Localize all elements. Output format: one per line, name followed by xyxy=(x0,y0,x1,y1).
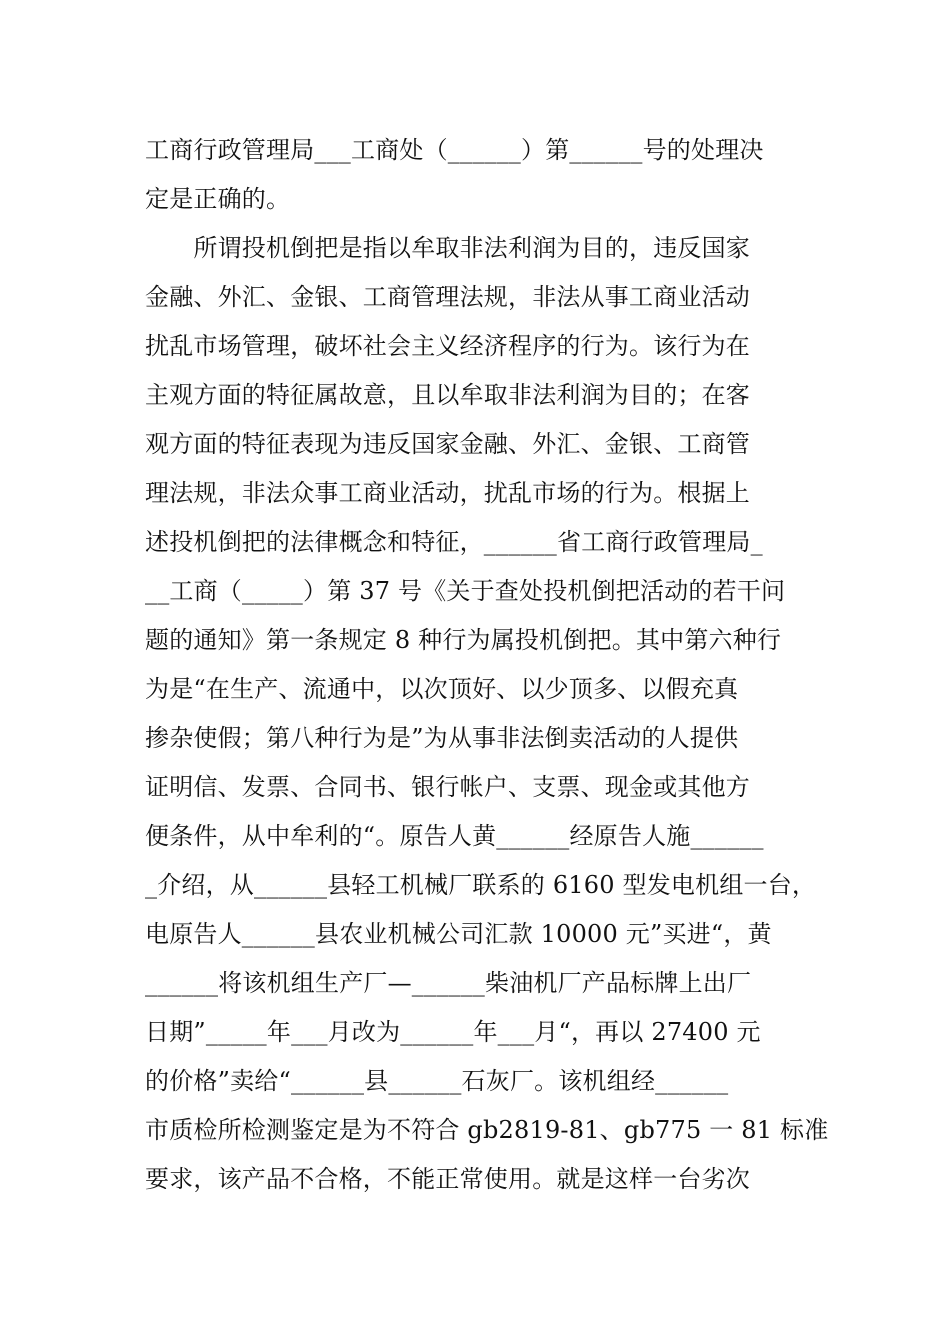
text-line-14: 证明信、发票、合同书、银行帐户、支票、现金或其他方 xyxy=(145,773,750,801)
text-line-18: ______将该机组生产厂—______柴油机厂产品标牌上出厂 xyxy=(145,969,752,997)
text-line-1: 工商行政管理局___工商处（______）第______号的处理决 xyxy=(145,136,764,164)
text-line-15: 便条件，从中牟利的“。原告人黄______经原告人施______ xyxy=(145,822,764,850)
text-line-17: 电原告人______县农业机械公司汇款 10000 元”买进“，黄 xyxy=(145,920,772,948)
text-line-16: _介绍，从______县轻工机械厂联系的 6160 型发电机组一台， xyxy=(145,871,817,899)
text-line-10: __工商（_____）第 37 号《关于查处投机倒把活动的若干问 xyxy=(145,577,786,605)
text-line-12: 为是“在生产、流通中，以次顶好、以少顶多、以假充真 xyxy=(145,675,739,703)
text-line-4: 金融、外汇、金银、工商管理法规，非法从事工商业活动 xyxy=(145,283,750,311)
text-line-3: 所谓投机倒把是指以牟取非法利润为目的，违反国家 xyxy=(145,234,750,262)
text-line-5: 扰乱市场管理，破坏社会主义经济程序的行为。该行为在 xyxy=(145,332,750,360)
text-line-9: 述投机倒把的法律概念和特征，______省工商行政管理局_ xyxy=(145,528,763,556)
text-line-11: 题的通知》第一条规定 8 种行为属投机倒把。其中第六种行 xyxy=(145,626,782,654)
text-line-21: 市质检所检测鉴定是为不符合 gb2819-81、gb775 一 81 标准 xyxy=(145,1116,829,1144)
document-body xyxy=(145,126,829,1204)
text-line-7: 观方面的特征表现为违反国家金融、外汇、金银、工商管 xyxy=(145,430,750,458)
text-line-19: 日期”_____年___月改为______年___月“，再以 27400 元 xyxy=(145,1018,761,1046)
text-line-8: 理法规，非法众事工商业活动，扰乱市场的行为。根据上 xyxy=(145,479,750,507)
text-line-20: 的价格”卖给“______县______石灰厂。该机组经______ xyxy=(145,1067,729,1095)
text-line-6: 主观方面的特征属故意，且以牟取非法利润为目的；在客 xyxy=(145,381,750,409)
text-line-13: 掺杂使假；第八种行为是”为从事非法倒卖活动的人提供 xyxy=(145,724,739,752)
text-line-22: 要求，该产品不合格，不能正常使用。就是这样一台劣次 xyxy=(145,1165,750,1193)
text-line-2: 定是正确的。 xyxy=(145,185,291,213)
